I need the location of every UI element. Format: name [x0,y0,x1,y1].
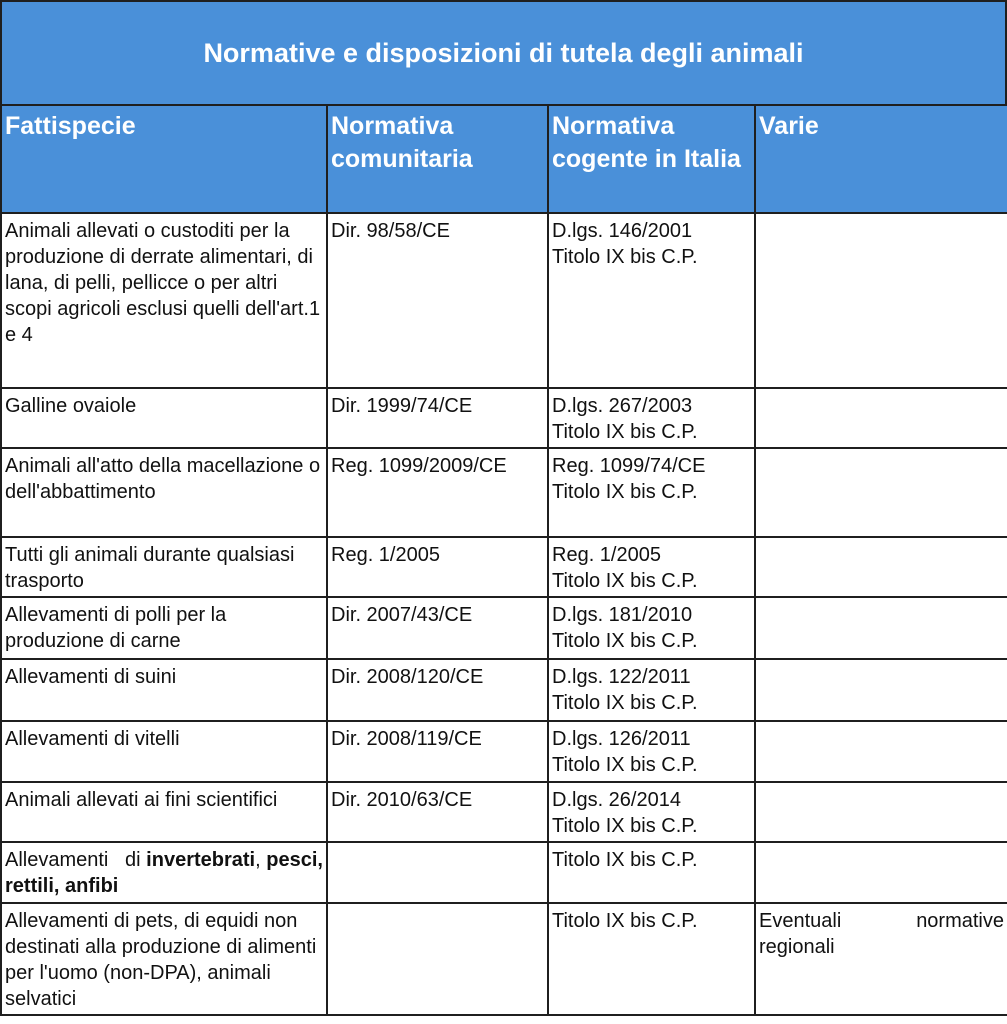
cell-italia-line: Titolo IX bis C.P. [552,481,698,503]
table-row [1,448,1007,537]
cell-italia-line: Titolo IX bis C.P. [552,910,698,932]
varie-line [759,908,1004,934]
cell-italia [548,213,755,388]
cell-italia-line: D.lgs. 126/2011 [552,728,691,750]
cell-italia-line: D.lgs. 26/2014 [552,789,681,811]
table-row [1,659,1007,721]
fattispecie-bold-text: pesci, rettili, anfibi [5,849,323,897]
cell-comunitaria: Dir. 2010/63/CE [327,782,548,842]
cell-italia-line: Reg. 1099/74/CE [552,455,706,477]
cell-varie [755,537,1007,597]
header-fattispecie: Fattispecie [1,105,327,213]
cell-italia-line: D.lgs. 181/2010 [552,604,693,626]
cell-fattispecie: Animali all'atto della macellazione o dell'abbattimento [1,448,327,537]
cell-varie [755,597,1007,659]
cell-fattispecie: Galline ovaiole [1,388,327,448]
varie-word: Eventuali [759,910,842,932]
cell-italia [548,721,755,782]
cell-varie [755,388,1007,448]
cell-italia [548,782,755,842]
table-row [1,537,1007,597]
table-row [1,213,1007,388]
header-varie: Varie [755,105,1007,213]
cell-italia [548,388,755,448]
cell-fattispecie: Tutti gli animali durante qualsiasi trasporto [1,537,327,597]
cell-comunitaria: Reg. 1/2005 [327,537,548,597]
varie-word: normative [916,910,1004,932]
header-normativa-comunitaria: Normativa comunitaria [327,105,548,213]
cell-italia-line: D.lgs. 146/2001 [552,220,693,242]
cell-italia [548,842,755,903]
cell-italia [548,537,755,597]
cell-varie [755,721,1007,782]
cell-comunitaria: Dir. 2008/119/CE [327,721,548,782]
cell-italia-line: Titolo IX bis C.P. [552,692,698,714]
table-row [1,842,1007,903]
cell-italia-line: D.lgs. 267/2003 [552,395,693,417]
page-title: Normative e disposizioni di tutela degli animali [0,0,1007,104]
cell-varie [755,659,1007,721]
cell-comunitaria: Dir. 2007/43/CE [327,597,548,659]
cell-varie [755,842,1007,903]
cell-fattispecie: Animali allevati ai fini scientifici [1,782,327,842]
cell-comunitaria: Dir. 1999/74/CE [327,388,548,448]
cell-italia-line: Titolo IX bis C.P. [552,570,698,592]
cell-comunitaria [327,842,548,903]
cell-fattispecie: Allevamenti di vitelli [1,721,327,782]
table-header-row [1,105,1007,213]
cell-italia-line: Titolo IX bis C.P. [552,246,698,268]
cell-italia-line: Titolo IX bis C.P. [552,815,698,837]
fattispecie-text: Allevamenti di [5,849,147,871]
cell-italia [548,659,755,721]
fattispecie-bold-text: invertebrati [146,849,256,871]
cell-italia [548,597,755,659]
table-row [1,903,1007,1015]
cell-varie [755,903,1007,1015]
header-normativa-italia: Normativa cogente in Italia [548,105,755,213]
cell-fattispecie [1,842,327,903]
varie-word: regionali [759,936,835,958]
cell-italia-line: Titolo IX bis C.P. [552,849,698,871]
table-row [1,388,1007,448]
cell-comunitaria: Dir. 98/58/CE [327,213,548,388]
table-row [1,597,1007,659]
cell-italia-line: D.lgs. 122/2011 [552,666,691,688]
cell-comunitaria [327,903,548,1015]
cell-fattispecie: Allevamenti di suini [1,659,327,721]
cell-fattispecie: Animali allevati o custoditi per la produzione di derrate alimentari, di lana, di pelli, pellicce o per altri scopi agricoli esclusi quelli dell'art.1 e 4 [1,213,327,388]
cell-italia [548,448,755,537]
cell-varie [755,213,1007,388]
cell-italia-line: Titolo IX bis C.P. [552,754,698,776]
cell-fattispecie: Allevamenti di pets, di equidi non destinati alla produzione di alimenti per l'uomo (non-DPA), animali selvatici [1,903,327,1015]
cell-varie [755,782,1007,842]
cell-comunitaria: Dir. 2008/120/CE [327,659,548,721]
cell-fattispecie: Allevamenti di polli per la produzione di carne [1,597,327,659]
table-row [1,782,1007,842]
cell-comunitaria: Reg. 1099/2009/CE [327,448,548,537]
cell-italia-line: Reg. 1/2005 [552,544,661,566]
table-row [1,721,1007,782]
cell-italia-line: Titolo IX bis C.P. [552,630,698,652]
fattispecie-separator: , [255,849,267,871]
cell-italia-line: Titolo IX bis C.P. [552,421,698,443]
regulations-table [0,104,1007,1016]
cell-varie [755,448,1007,537]
cell-italia [548,903,755,1015]
